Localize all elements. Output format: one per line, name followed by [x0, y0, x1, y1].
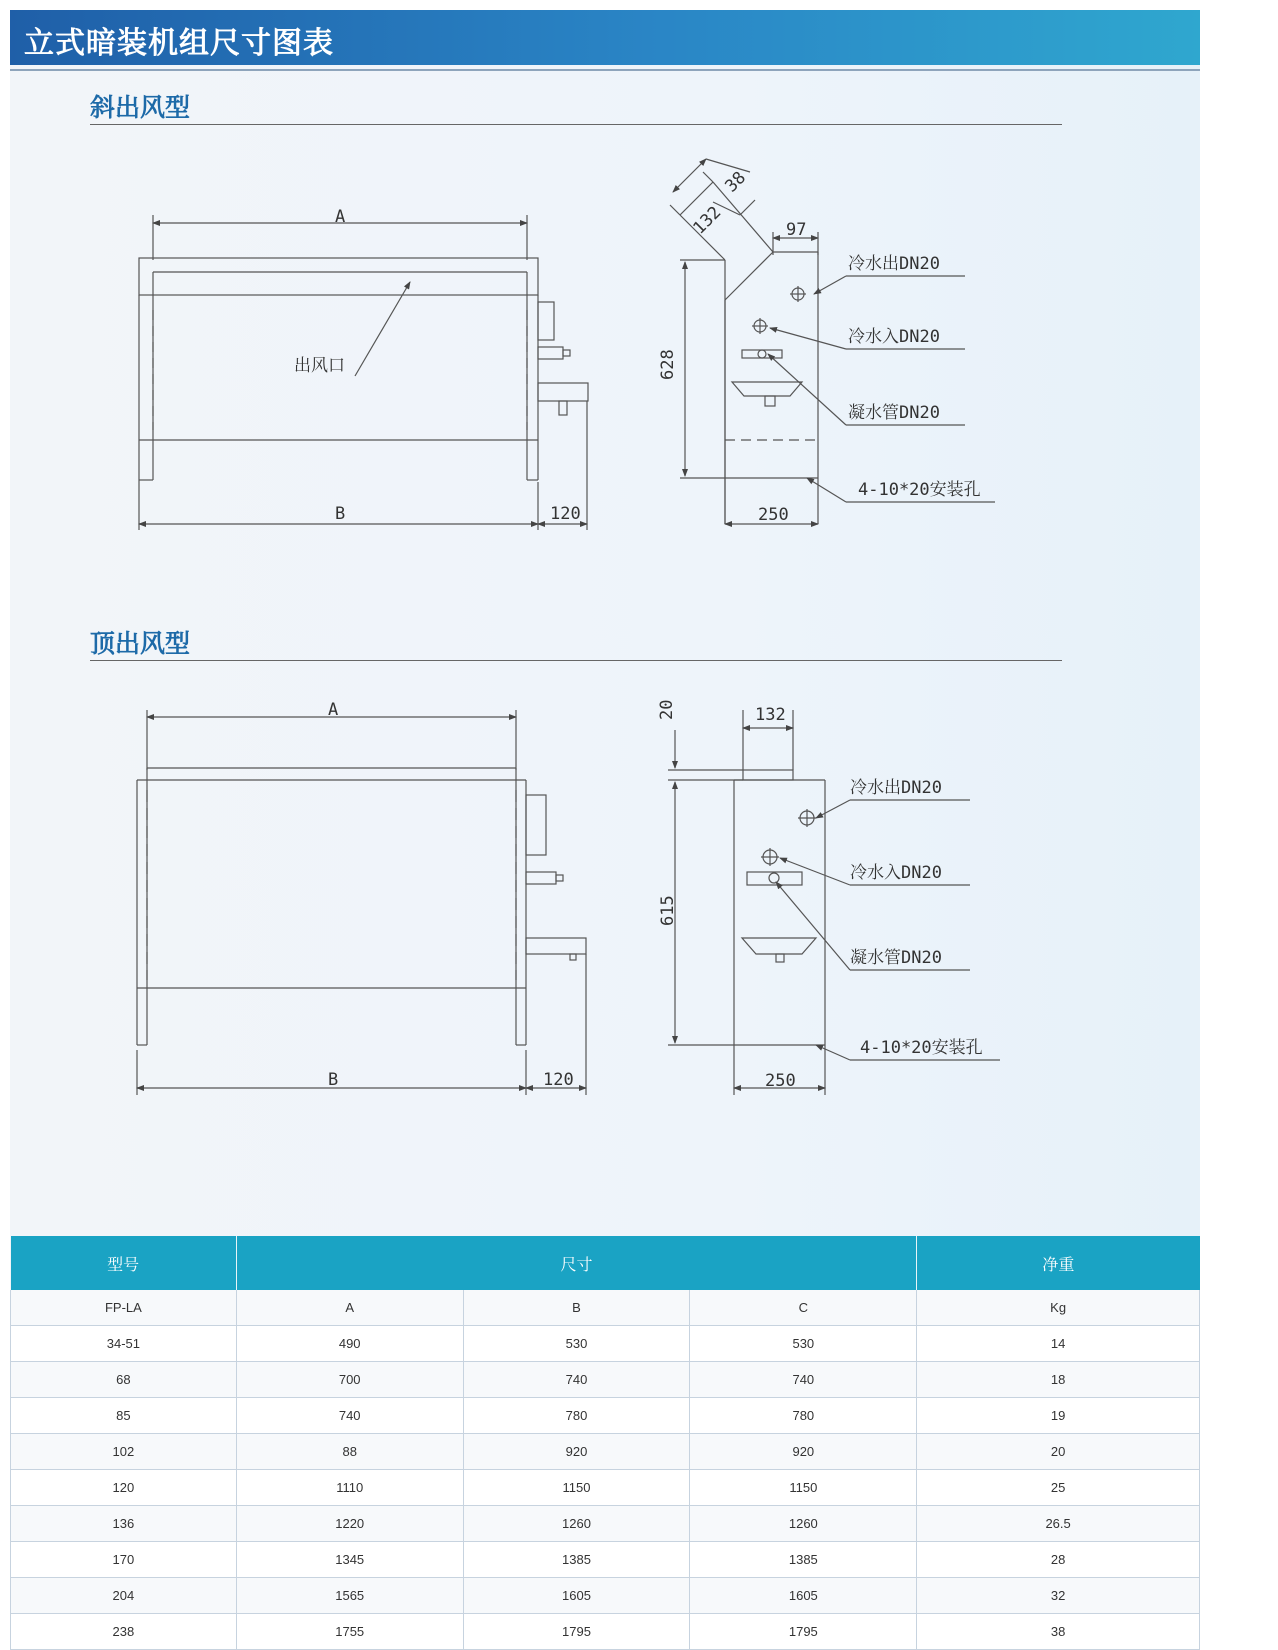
table-row	[11, 1362, 1200, 1398]
table-subheader-row	[11, 1290, 1200, 1326]
table-cell: 1755	[236, 1614, 463, 1650]
slant-mount-holes-label: 4-10*20安装孔	[858, 480, 981, 500]
dimension-table	[10, 1236, 1200, 1650]
section-title-top: 顶出风型	[90, 629, 191, 658]
table-cell: 19	[917, 1398, 1200, 1434]
slant-dim-97: 97	[786, 220, 807, 240]
table-row	[11, 1398, 1200, 1434]
table-cell: 1385	[690, 1542, 917, 1578]
table-cell: 34-51	[11, 1326, 237, 1362]
table-cell: 1110	[236, 1470, 463, 1506]
table-cell: 780	[690, 1398, 917, 1434]
table-cell: 85	[11, 1398, 237, 1434]
table-cell: 28	[917, 1542, 1200, 1578]
top-dim-b: B	[328, 1070, 339, 1090]
subheader-a: A	[236, 1290, 463, 1326]
table-cell: 204	[11, 1578, 237, 1614]
table-cell: 38	[917, 1614, 1200, 1650]
table-cell: 32	[917, 1578, 1200, 1614]
table-cell: 1260	[463, 1506, 690, 1542]
table-cell: 26.5	[917, 1506, 1200, 1542]
top-inlet-pipe-label: 冷水入DN20	[850, 863, 942, 883]
top-outlet-pipe-label: 冷水出DN20	[850, 778, 942, 798]
table-cell: 14	[917, 1326, 1200, 1362]
slant-outlet-pipe-label: 冷水出DN20	[848, 254, 940, 274]
table-cell: 1260	[690, 1506, 917, 1542]
table-cell: 20	[917, 1434, 1200, 1470]
top-dim-615: 615	[658, 895, 678, 926]
dimension-drawings	[10, 10, 1200, 1190]
slant-dim-132: 132	[689, 202, 726, 239]
table-row	[11, 1614, 1200, 1650]
table-header-row	[11, 1236, 1200, 1290]
table-cell: 1345	[236, 1542, 463, 1578]
top-dim-250: 250	[765, 1071, 796, 1091]
header-model: 型号	[11, 1236, 237, 1290]
section-title-slant: 斜出风型	[90, 93, 191, 122]
top-mount-holes-label: 4-10*20安装孔	[860, 1038, 983, 1058]
table-cell: 1150	[463, 1470, 690, 1506]
table-cell: 920	[463, 1434, 690, 1470]
table-cell: 920	[690, 1434, 917, 1470]
table-cell: 1150	[690, 1470, 917, 1506]
subheader-b: B	[463, 1290, 690, 1326]
subheader-model: FP-LA	[11, 1290, 237, 1326]
header-weight: 净重	[917, 1236, 1200, 1290]
slant-dim-a: A	[335, 207, 346, 227]
top-dim-132: 132	[755, 705, 786, 725]
table-cell: 68	[11, 1362, 237, 1398]
table-cell: 102	[11, 1434, 237, 1470]
subheader-c: C	[690, 1290, 917, 1326]
slant-dim-250: 250	[758, 505, 789, 525]
table-cell: 170	[11, 1542, 237, 1578]
table-row	[11, 1326, 1200, 1362]
top-drain-pipe-label: 凝水管DN20	[850, 948, 942, 968]
slant-front-view	[139, 215, 588, 530]
table-cell: 700	[236, 1362, 463, 1398]
spec-sheet	[10, 10, 1200, 1639]
table-cell: 238	[11, 1614, 237, 1650]
table-cell: 740	[236, 1398, 463, 1434]
top-dim-20: 20	[657, 699, 677, 720]
slant-dim-c: 120	[550, 504, 581, 524]
table-cell: 1605	[463, 1578, 690, 1614]
slant-dim-38: 38	[721, 167, 751, 197]
table-cell: 136	[11, 1506, 237, 1542]
table-row	[11, 1542, 1200, 1578]
table-cell: 120	[11, 1470, 237, 1506]
subheader-kg: Kg	[917, 1290, 1200, 1326]
table-row	[11, 1470, 1200, 1506]
slant-dim-628: 628	[658, 349, 678, 380]
table-row	[11, 1434, 1200, 1470]
table-cell: 18	[917, 1362, 1200, 1398]
table-cell: 740	[690, 1362, 917, 1398]
top-dim-c: 120	[543, 1070, 574, 1090]
table-cell: 88	[236, 1434, 463, 1470]
slant-drain-pipe-label: 凝水管DN20	[848, 403, 940, 423]
table-cell: 1795	[463, 1614, 690, 1650]
table-cell: 25	[917, 1470, 1200, 1506]
table-cell: 1220	[236, 1506, 463, 1542]
table-cell: 1565	[236, 1578, 463, 1614]
header-size: 尺寸	[236, 1236, 916, 1290]
slant-dim-b: B	[335, 504, 346, 524]
table-cell: 490	[236, 1326, 463, 1362]
table-cell: 1605	[690, 1578, 917, 1614]
table-cell: 780	[463, 1398, 690, 1434]
top-dim-a: A	[328, 700, 339, 720]
outlet-label: 出风口	[294, 356, 345, 376]
table-cell: 530	[463, 1326, 690, 1362]
top-front-view	[137, 710, 586, 1095]
table-cell: 1795	[690, 1614, 917, 1650]
table-cell: 740	[463, 1362, 690, 1398]
page-title: 立式暗装机组尺寸图表	[24, 26, 334, 61]
table-row	[11, 1506, 1200, 1542]
slant-inlet-pipe-label: 冷水入DN20	[848, 327, 940, 347]
table-cell: 530	[690, 1326, 917, 1362]
table-cell: 1385	[463, 1542, 690, 1578]
table-row	[11, 1578, 1200, 1614]
